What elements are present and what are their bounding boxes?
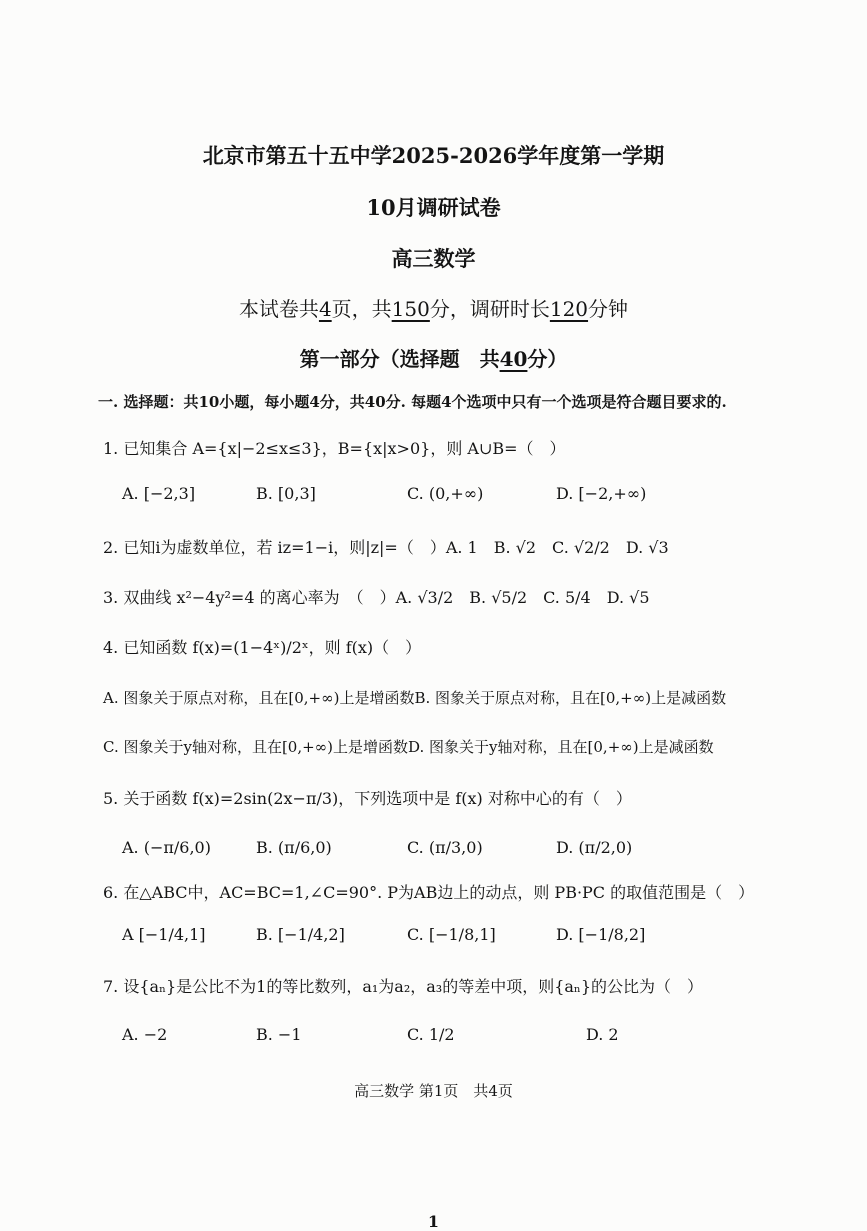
subject-title: 高三数学 [391, 246, 476, 271]
option-b: B. −1 [256, 1025, 302, 1044]
option-a: A [−1/4,1] [122, 925, 206, 944]
option-cd: C. 图象关于y轴对称，且在[0,+∞)上是增函数D. 图象关于y轴对称，且在[0,+∞)上是减函数 [103, 738, 714, 756]
page-count: 4 [318, 297, 332, 321]
exam-info [0, 293, 867, 322]
time-limit: 120 [549, 297, 589, 321]
option-d: D. [−1/8,2] [556, 925, 646, 944]
page-footer: 高三数学 第1页 共4页 [354, 1082, 513, 1100]
part-text: 第一部分（选择题 共 [299, 347, 500, 371]
info-text: 页，共 [331, 297, 392, 321]
option-a: A. −2 [122, 1025, 168, 1044]
part-heading [0, 343, 867, 372]
option-ab: A. 图象关于原点对称，且在[0,+∞)上是增函数B. 图象关于原点对称，且在[0,+∞)上是减函数 [103, 689, 727, 707]
option-b: B. [−1/4,2] [256, 925, 345, 944]
option-d: D. 2 [586, 1025, 619, 1044]
question-stem: 4. 已知函数 f(x)=(1−4ˣ)/2ˣ，则 f(x)（ ） [103, 638, 422, 657]
info-text: 本试卷共 [238, 297, 319, 321]
question-stem: 6. 在△ABC中，AC=BC=1,∠C=90°. P为AB边上的动点，则 PB·PC 的取值范围是（ ） [103, 883, 755, 902]
total-score: 150 [391, 297, 430, 321]
option-a: A. [−2,3] [122, 484, 196, 503]
option-d: D. (π/2,0) [556, 838, 633, 857]
question-stem: 1. 已知集合 A={x|−2≤x≤3}，B={x|x>0}，则 A∪B=（ ） [103, 439, 566, 458]
option-c: C. (π/3,0) [407, 838, 483, 857]
exam-title: 10月调研试卷 [366, 195, 501, 220]
option-c: C. (0,+∞) [407, 484, 484, 503]
option-b: B. [0,3] [256, 484, 316, 503]
section-intro: 一. 选择题：共10小题，每小题4分，共40分. 每题4个选项中只有一个选项是符合题目要求的. [98, 393, 727, 411]
question-stem: 3. 双曲线 x²−4y²=4 的离心率为 （ ）A. √3/2 B. √5/2 C. 5/4 D. √5 [103, 588, 650, 607]
school-title: 北京市第五十五中学2025-2026学年度第一学期 [202, 143, 665, 168]
question-stem: 7. 设{aₙ}是公比不为1的等比数列，a₁为a₂，a₃的等差中项，则{aₙ}的公比为（ ） [103, 977, 704, 996]
question-stem: 2. 已知i为虚数单位，若 iz=1−i，则|z|=（ ）A. 1 B. √2 C. √2/2 D. √3 [103, 538, 669, 557]
part-score: 40 [499, 347, 528, 371]
page-number: 1 [427, 1212, 440, 1231]
option-c: C. [−1/8,1] [407, 925, 496, 944]
info-text: 分钟 [588, 297, 629, 321]
question-stem: 5. 关于函数 f(x)=2sin(2x−π/3)，下列选项中是 f(x) 对称中心的有（ ） [103, 789, 632, 808]
option-c: C. 1/2 [407, 1025, 455, 1044]
option-b: B. (π/6,0) [256, 838, 332, 857]
option-d: D. [−2,+∞) [556, 484, 647, 503]
option-a: A. (−π/6,0) [122, 838, 211, 857]
part-text: 分） [527, 347, 568, 371]
info-text: 分，调研时长 [429, 297, 550, 321]
